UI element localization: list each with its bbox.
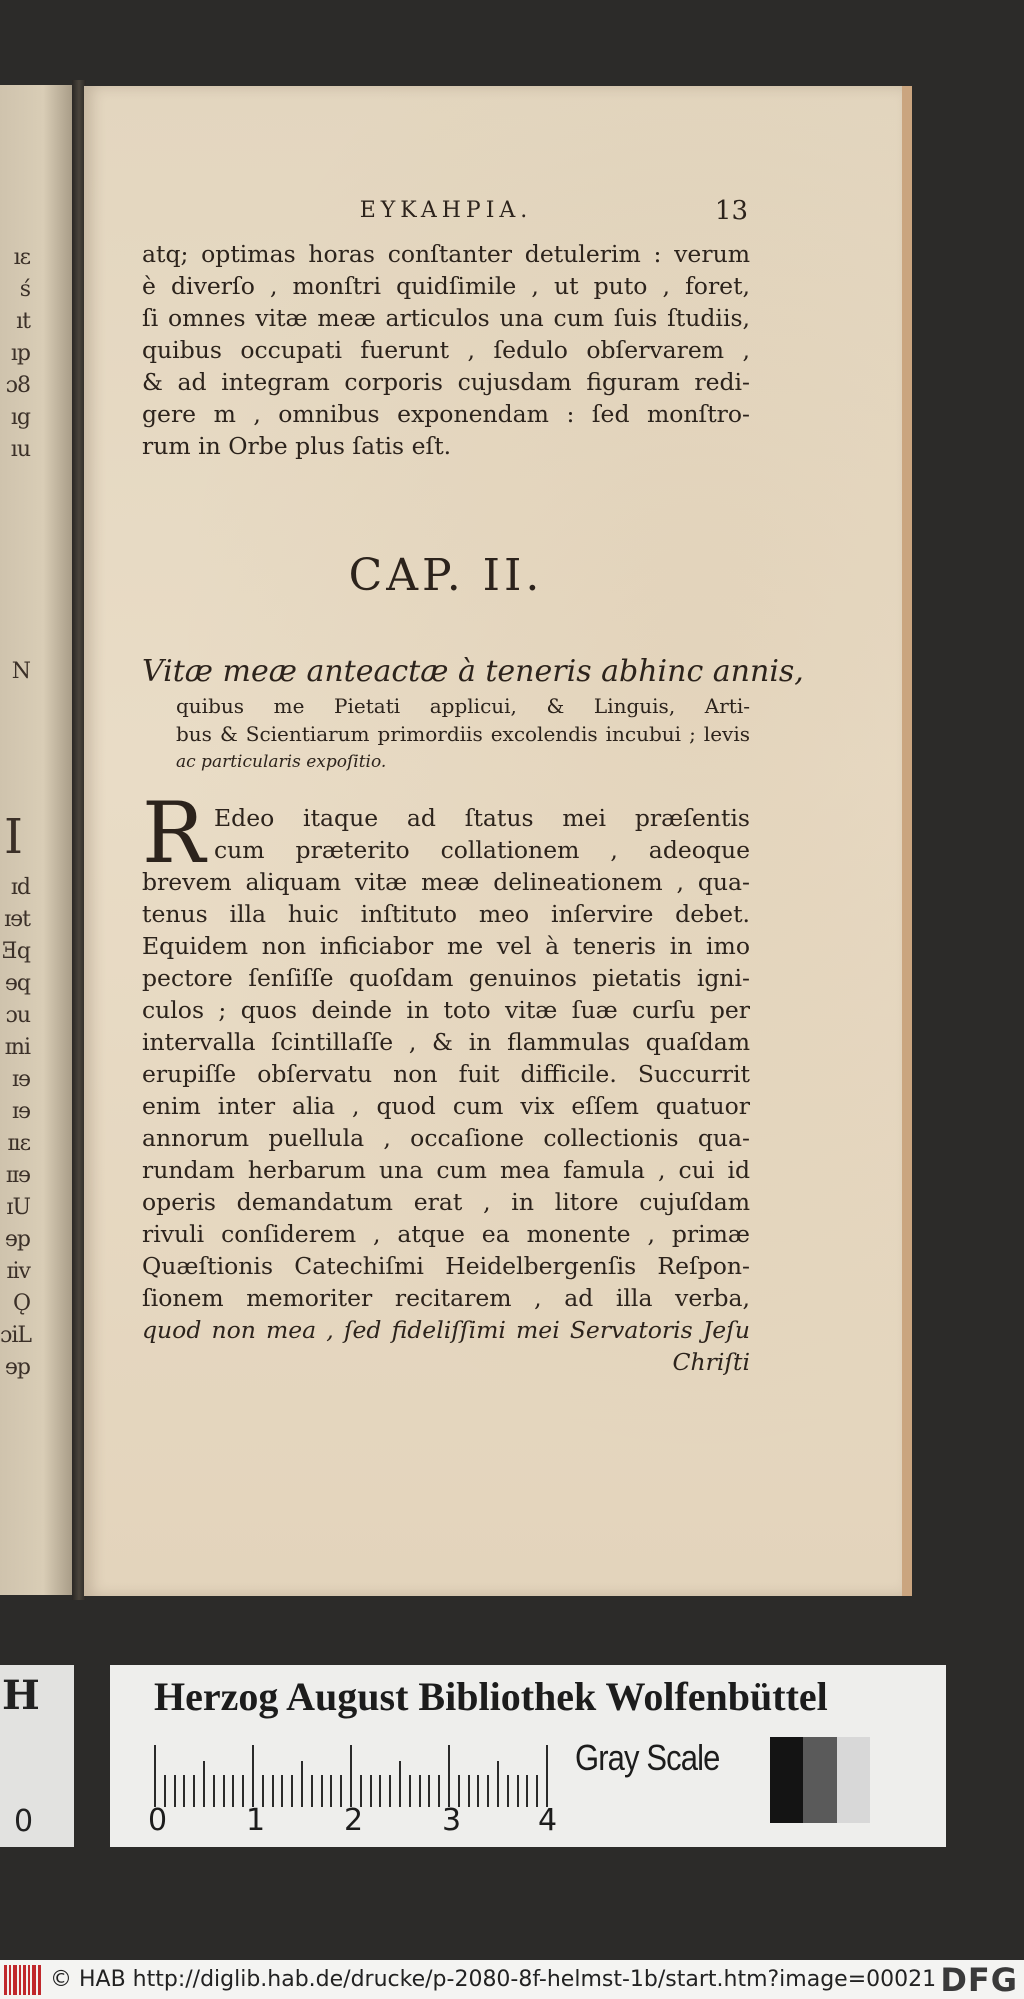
left-page-fragment: Ǫ bbox=[12, 1291, 30, 1316]
left-page-fragment: ıg bbox=[10, 405, 30, 430]
left-card-zero: 0 bbox=[14, 1804, 34, 1839]
ruler-tick bbox=[468, 1775, 470, 1807]
text-line: rivuli conſiderem , atque ea monente , primæ bbox=[142, 1220, 750, 1248]
left-page-fragment: ıp bbox=[10, 341, 30, 366]
left-page-fragment: ɘp bbox=[4, 1227, 30, 1252]
text-line: rundam herbarum una cum mea famula , cui id bbox=[142, 1156, 750, 1184]
text-line: operis demandatum erat , in litore cujuſdam bbox=[142, 1188, 750, 1216]
text-line: gere m , omnibus exponendam : ſed monſtro- bbox=[142, 400, 750, 428]
ruler-tick bbox=[497, 1761, 499, 1807]
footer-source-link[interactable]: © HAB http://diglib.hab.de/drucke/p-2080-8f-helmst-1b/start.htm?image=00021 bbox=[50, 1967, 937, 1992]
left-page-fragment: ıt bbox=[16, 309, 30, 334]
summary-line: bus & Scientiarum primordiis excolendis incubui ; levis bbox=[176, 722, 750, 746]
text-line: atq; optimas horas conſtanter detulerim : verum bbox=[142, 240, 750, 268]
ruler-tick bbox=[203, 1761, 205, 1807]
ruler-tick bbox=[174, 1775, 176, 1807]
running-title: EYKAHPIA. bbox=[359, 198, 533, 223]
ruler-tick bbox=[507, 1775, 509, 1807]
left-page-fragment: ɪni bbox=[4, 1035, 30, 1060]
ruler-tick bbox=[546, 1745, 548, 1807]
left-page-fragment: ɔu bbox=[5, 1003, 30, 1028]
measurement-ruler bbox=[154, 1737, 556, 1807]
ruler-number: 3 bbox=[442, 1803, 462, 1838]
ruler-tick bbox=[330, 1775, 332, 1807]
gray-scale-label: Gray Scale bbox=[575, 1737, 720, 1778]
text-line: brevem aliquam vitæ meæ delineationem , qua- bbox=[142, 868, 750, 896]
text-line: Quæſtionis Catechiſmi Heidelbergenſis Reſpon- bbox=[142, 1252, 750, 1280]
running-head bbox=[142, 198, 750, 234]
text-line: erupiſſe obſervatu non fuit difficile. Succurrit bbox=[142, 1060, 750, 1088]
left-card-letter: H bbox=[2, 1672, 40, 1719]
ruler-tick bbox=[399, 1761, 401, 1807]
ruler-tick bbox=[183, 1775, 185, 1807]
ruler-tick bbox=[340, 1775, 342, 1807]
library-name: Herzog August Bibliothek Wolfenbüttel bbox=[154, 1674, 828, 1719]
footer-bar bbox=[0, 1960, 1024, 1999]
ruler-tick bbox=[389, 1775, 391, 1807]
left-page-fragment: I bbox=[4, 809, 22, 865]
barcode-icon bbox=[4, 1965, 44, 1995]
book-page bbox=[84, 86, 912, 1596]
text-line: culos ; quos deinde in toto vitæ ſuæ curſu per bbox=[142, 996, 750, 1024]
left-page-fragment: ɪU bbox=[6, 1195, 30, 1220]
left-page-fragment: ɔiL bbox=[0, 1323, 31, 1348]
ruler-tick bbox=[428, 1775, 430, 1807]
left-page-fragment: ɔ8 bbox=[5, 373, 30, 398]
text-line: ſi omnes vitæ meæ articulos una cum ſuis ſtudiis, bbox=[142, 304, 750, 332]
text-line: Equidem non inficiabor me vel à teneris in imo bbox=[142, 932, 750, 960]
left-page-fragment: ɪɘ bbox=[11, 1099, 30, 1124]
body-paragraph bbox=[142, 784, 750, 1378]
text-line: ſionem memoriter recitarem , ad illa verba, bbox=[142, 1284, 750, 1312]
ruler-tick bbox=[272, 1775, 274, 1807]
ruler-number: 1 bbox=[246, 1803, 266, 1838]
left-page-fragment: ɪɘ bbox=[11, 1067, 30, 1092]
ruler-tick bbox=[242, 1775, 244, 1807]
chapter-summary bbox=[142, 652, 804, 776]
left-page-edge bbox=[0, 85, 72, 1595]
text-line: Edeo itaque ad ſtatus mei præſentis bbox=[214, 804, 750, 832]
left-page-fragment: ɘq bbox=[4, 971, 30, 996]
gray-patch bbox=[837, 1737, 870, 1823]
gray-patch bbox=[770, 1737, 803, 1823]
gray-scale-patches bbox=[770, 1737, 870, 1823]
text-line: è diverſo , monſtri quidſimile , ut puto , foret, bbox=[142, 272, 750, 300]
left-page-fragment: Ǝq bbox=[1, 939, 30, 964]
ruler-tick bbox=[291, 1775, 293, 1807]
text-line: cum præterito collationem , adeoque bbox=[214, 836, 750, 864]
left-page-fragment: ıu bbox=[10, 437, 30, 462]
left-page-fragment: ɪɪɘ bbox=[5, 1163, 30, 1188]
text-line: annorum puellula , occaſione collectionis qua- bbox=[142, 1124, 750, 1152]
ruler-tick bbox=[438, 1775, 440, 1807]
ruler-tick bbox=[281, 1775, 283, 1807]
ruler-tick bbox=[419, 1775, 421, 1807]
left-page-fragment: N bbox=[11, 659, 30, 684]
page-number: 13 bbox=[714, 196, 748, 226]
left-page-fragment: ɪiv bbox=[6, 1259, 30, 1284]
ruler-tick bbox=[311, 1775, 313, 1807]
ruler-number: 2 bbox=[344, 1803, 364, 1838]
ruler-tick bbox=[517, 1775, 519, 1807]
drop-cap: R bbox=[142, 784, 206, 882]
text-line: & ad integram corporis cujusdam figuram redi- bbox=[142, 368, 750, 396]
ruler-tick bbox=[232, 1775, 234, 1807]
color-reference-card bbox=[110, 1665, 946, 1847]
ruler-tick bbox=[223, 1775, 225, 1807]
left-page-fragment: ıε bbox=[13, 245, 30, 270]
text-line: quibus occupati fuerunt , ſedulo obſervarem , bbox=[142, 336, 750, 364]
chapter-heading: CAP. II. bbox=[348, 550, 544, 601]
ruler-tick bbox=[526, 1775, 528, 1807]
left-page-fragment: ɪɘt bbox=[4, 907, 30, 932]
ruler-tick bbox=[448, 1745, 450, 1807]
ruler-tick bbox=[487, 1775, 489, 1807]
left-page-fragment: ɪıɛ bbox=[7, 1131, 30, 1156]
ruler-tick bbox=[477, 1775, 479, 1807]
ruler-tick bbox=[370, 1775, 372, 1807]
text-line: intervalla ſcintillaſſe , & in flammulas quaſdam bbox=[142, 1028, 750, 1056]
ruler-tick bbox=[350, 1745, 352, 1807]
ruler-number: 4 bbox=[538, 1803, 558, 1838]
ruler-tick bbox=[213, 1775, 215, 1807]
catchword: Chriſti bbox=[672, 1348, 750, 1376]
summary-line: ac particularis expoſitio. bbox=[176, 752, 387, 772]
ruler-tick bbox=[252, 1745, 254, 1807]
ruler-tick bbox=[301, 1761, 303, 1807]
left-page-fragment: ɘp bbox=[4, 1355, 30, 1380]
ruler-tick bbox=[409, 1775, 411, 1807]
text-line: quod non mea , ſed fideliſſimi mei Servatoris Jeſu bbox=[142, 1316, 750, 1344]
summary-line: Vitæ meæ anteactæ à teneris abhinc annis, bbox=[142, 654, 804, 689]
text-line: pectore ſenſiſſe quoſdam genuinos pietatis igni- bbox=[142, 964, 750, 992]
dfg-logo: DFG bbox=[940, 1960, 1018, 1999]
ruler-tick bbox=[321, 1775, 323, 1807]
text-line: enim inter alia , quod cum vix eſſem quatuor bbox=[142, 1092, 750, 1120]
ruler-tick bbox=[193, 1775, 195, 1807]
left-page-fragment: ɪd bbox=[10, 875, 30, 900]
left-page-fragment: ś bbox=[19, 277, 30, 302]
ruler-tick bbox=[154, 1745, 156, 1807]
ruler-tick bbox=[379, 1775, 381, 1807]
text-line: tenus illa huic inſtituto meo inſervire debet. bbox=[142, 900, 750, 928]
top-paragraph bbox=[142, 238, 750, 462]
text-line: rum in Orbe plus ſatis eſt. bbox=[142, 432, 452, 460]
gray-patch bbox=[803, 1737, 836, 1823]
ruler-number: 0 bbox=[148, 1803, 168, 1838]
summary-line: quibus me Pietati applicui, & Linguis, Arti- bbox=[176, 694, 750, 718]
page-text-block bbox=[142, 196, 804, 1378]
